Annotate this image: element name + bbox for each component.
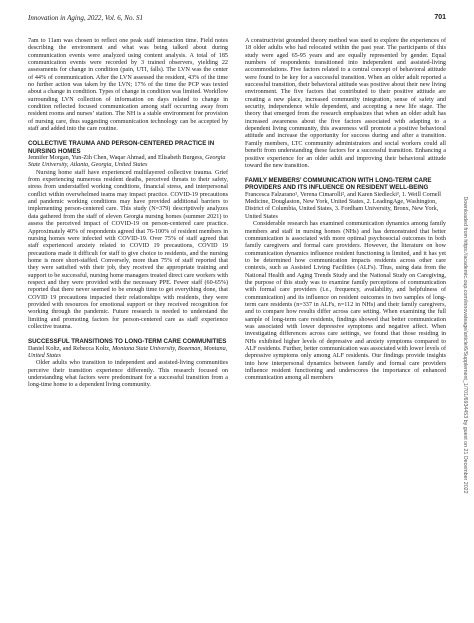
abstract-title: COLLECTIVE TRAUMA AND PERSON-CENTERED PRACTICE IN NURSING HOMES xyxy=(28,140,215,155)
abstract-family-communication xyxy=(245,177,446,383)
download-watermark xyxy=(460,150,470,540)
abstract-authors xyxy=(28,155,228,170)
paragraph: A constructivist grounded theory method was used to explore the experiences of 18 older adults who had relocated within the past year. The participants of this study were aged 65-95 years and are equally represented by gender. Equal numbers of respondents transitioned into independent and assisted-living accommodations. Five factors related to a central concept of behavioral attitude were found to be key for a successful transition. When an older adult reported a successful transition, their behavioral attitude was positive about their new living environment. The five factors that contributed to their positive attitude are creating a new place, increased community integration, sense of safety and security, independence while dependent, and accepting a new life stage. The theory that emerged from the research emphasizes that when an older adult has increased awareness about the five factors associated with adapting to a dependent living community, this awareness will promote a positive behavioral attitude and increase the opportunity for success during and after a transition. Family members, LTC community administrators and social workers could all benefit from understanding these factors for a successful transition. Enhancing a positive experience for an older adult and improving their behavioral attitude toward the new transition. xyxy=(245,38,446,169)
abstract-body: Older adults who transition to independent and assisted-living communities perceive their transition experience differently. This research focused on understanding what factors were predominant for a successful transition from a long-time home to a dependent living community. xyxy=(28,360,228,389)
abstract-collective-trauma xyxy=(28,140,228,331)
author-names: Daniel Koltz, and Rebecca Koltz, xyxy=(28,345,113,352)
left-column xyxy=(28,38,228,390)
abstract-body: Considerable research has examined communication dynamics among family members and staff in nursing homes (NHs) and has demonstrated that better communication is associated with more optimal psychosocial outcomes in both family caregivers and formal care providers. However, the literature on how communication dynamics influence resident functioning is limited, and it has yet to be determined how communication impacts residents across other care contexts, such as Assisted Living Facilities (ALFs). Thus, using data from the National Health and Aging Trends Study and the National Study on Caregiving, the purpose of this study was to examine family perceptions of communication with formal care providers (i.e., frequency, availability, and helpfulness of communication) and its influence on resident outcomes in two samples of long-term care residents (n=337 in ALFs, n=112 in NHs) and their family caregivers, and to compare how results differ across care setting. When examining the full sample of long-term care residents, findings showed that better communication was associated with lower depressive symptoms and negative affect. When investigating differences across care settings, we found that those residing in NHs exhibited higher levels of depressive and anxiety symptoms compared to ALF residents. Further, better communication was associated with lower levels of depressive symptoms only among ALF residents. Our findings provide insights into how interpersonal dynamics between family and formal care providers influence resident functioning and underscores the importance of enhanced communication among all members xyxy=(245,221,446,382)
page-number: 701 xyxy=(434,14,446,21)
running-header xyxy=(28,14,446,28)
abstract-authors xyxy=(28,346,228,361)
author-affiliation: Georgia State University, Atlanta, Georgia, United States xyxy=(28,155,226,169)
abstract-successful-transitions xyxy=(28,338,228,389)
abstract-title: SUCCESSFUL TRANSITIONS TO LONG-TERM CARE COMMUNITIES xyxy=(28,338,227,346)
abstract-title: FAMILY MEMBERS’ COMMUNICATION WITH LONG-TERM CARE PROVIDERS AND ITS INFLUENCE ON RESIDENT WELL-BEING xyxy=(245,177,432,192)
journal-citation: Innovation in Aging, 2022, Vol. 6, No. S1 xyxy=(28,14,143,22)
author-names: Jennifer Morgan, Yun-Zih Chen, Waqar Ahmad, and Elisabeth Burgess, xyxy=(28,155,206,162)
download-notice: Downloaded from https://academic.oup.com/innovateage/article/6/Supplement_1/701/6934453 by guest on 21 December 2022 xyxy=(462,196,468,494)
right-column xyxy=(245,38,446,383)
paragraph: 7am to 11am was chosen to reflect one peak staff interaction time. Field notes describing the environment and what was being talked about during communication events were analyzed using content analysis. A total of 185 communication events were recorded by 3 trained observers, yielding 22 assessments for change in condition (pain, UTI, falls). The LVN was the center of 44% of communication. After the LVN assessed the resident, 43% of the time no further action was taken by the LVN; 17% of the time the PCP was texted about a change in condition. Types of change in condition was limited. Workflow surrounding LVN collection of information on days related to change in condition reflected focused communication among staff occurring away from resident rooms and nurses’ station. The NH is a stable environment for provision of nursing care, thus suggesting communication technology can be accepted by staff and added into the care routine. xyxy=(28,38,228,133)
author-affiliation: Montana State University, Bozeman, Montana, United States xyxy=(28,345,228,359)
abstract-authors: Francesca Falzarano¹, Verena Cimarolli², and Karen Siedlecki³, 1. Weill Cornell Medicine, Douglaston, New York, United States, 2. LeadingAge, Washington, District of Columbia, United States, 3. Fordham University, Bronx, New York, United States xyxy=(245,191,441,220)
abstract-body: Nursing home staff have experienced multilayered collective trauma. Grief from experiencing numerous resident deaths, perceived threats to their safety, stress from understaffed working conditions, financial stress, and interpersonal conflict within overwhelmed teams may impact practice. COVID-19 precautions and pandemic working conditions may have provided additional barriers to implementing person-centered care. This study (N=379) descriptively analyzes data gathered from the staff of eleven Georgia nursing homes (summer 2021) to assess the perceived impact of COVID-19 on person-centered care practice. Approximately 40% of respondents agreed that 76-100% of resident members in nursing homes were infected with COVID-19. Over 75% of staff agreed that staff experienced anxiety related to COVID 19 precautions, COVID 19 precautions made it difficult for staff to give choice to residents, and the nursing home is more short-staffed. Conversely, more than 75% of staff reported that they were satisfied with their job, they received the appropriate training and support to be successful, nursing home managers treated direct care workers with respect and they were provided with the necessary PPE. Fewer staff (60-65%) reported that there never seemed to be enough time to get everything done, that COVID 19 precautions impacted their relationships with residents, they were provided with resources for emotional support or they received recognition for working through the pandemic. Future research is needed to understand the limiting and promoting factors for person-centered care as staff experience collective trauma. xyxy=(28,169,228,330)
